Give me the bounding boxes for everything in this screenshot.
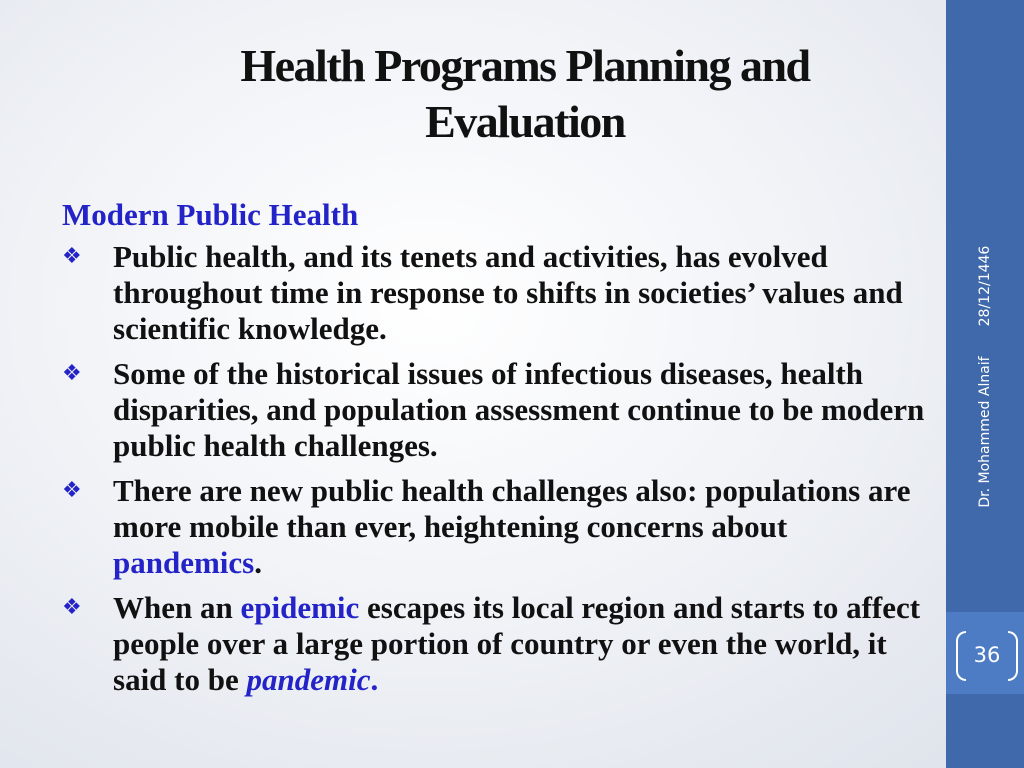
bullet-list: [62, 239, 942, 698]
bullet-text-post: .: [254, 545, 262, 580]
bullet-item-4: [62, 590, 942, 698]
slide-title: [120, 38, 930, 150]
slide-title-line1: Health Programs Planning and: [240, 40, 810, 91]
highlight-pandemic: pandemic: [246, 662, 371, 697]
four-diamond-bullet-icon: ❖: [62, 595, 82, 620]
four-diamond-bullet-icon: ❖: [62, 478, 82, 503]
page-number-box: [956, 631, 1018, 679]
slide-date: 28/12/1446: [977, 245, 993, 327]
bullet-text-pre: When an: [113, 590, 241, 625]
bullet-text: Some of the historical issues of infectious diseases, health disparities, and population assessment continue to be modern public health challenges.: [113, 356, 925, 463]
four-diamond-bullet-icon: ❖: [62, 244, 82, 269]
bullet-item-1: [62, 239, 942, 347]
bullet-text-pre: There are new public health challenges also: populations are more mobile than ever, heightening concerns about: [113, 473, 911, 544]
bullet-item-2: [62, 356, 942, 464]
bullet-text-post: .: [370, 662, 379, 697]
slide-title-line2: Evaluation: [425, 96, 625, 147]
page-number: 36: [973, 643, 1001, 667]
bullet-text-mid: escapes its local region and starts to affect people over a large portion of country or even the world, it said to be: [113, 590, 921, 697]
bullet-text: Public health, and its tenets and activities, has evolved throughout time in response to shifts in societies’ values and scientific knowledge.: [113, 239, 903, 346]
slide-author: Dr. Mohammed Alnaif: [977, 356, 993, 508]
section-heading: Modern Public Health: [62, 197, 359, 232]
highlight-epidemic: epidemic: [240, 590, 360, 625]
four-diamond-bullet-icon: ❖: [62, 361, 82, 386]
highlight-pandemics: pandemics: [113, 545, 255, 580]
slide-content: [62, 197, 942, 707]
bullet-item-3: [62, 473, 942, 581]
